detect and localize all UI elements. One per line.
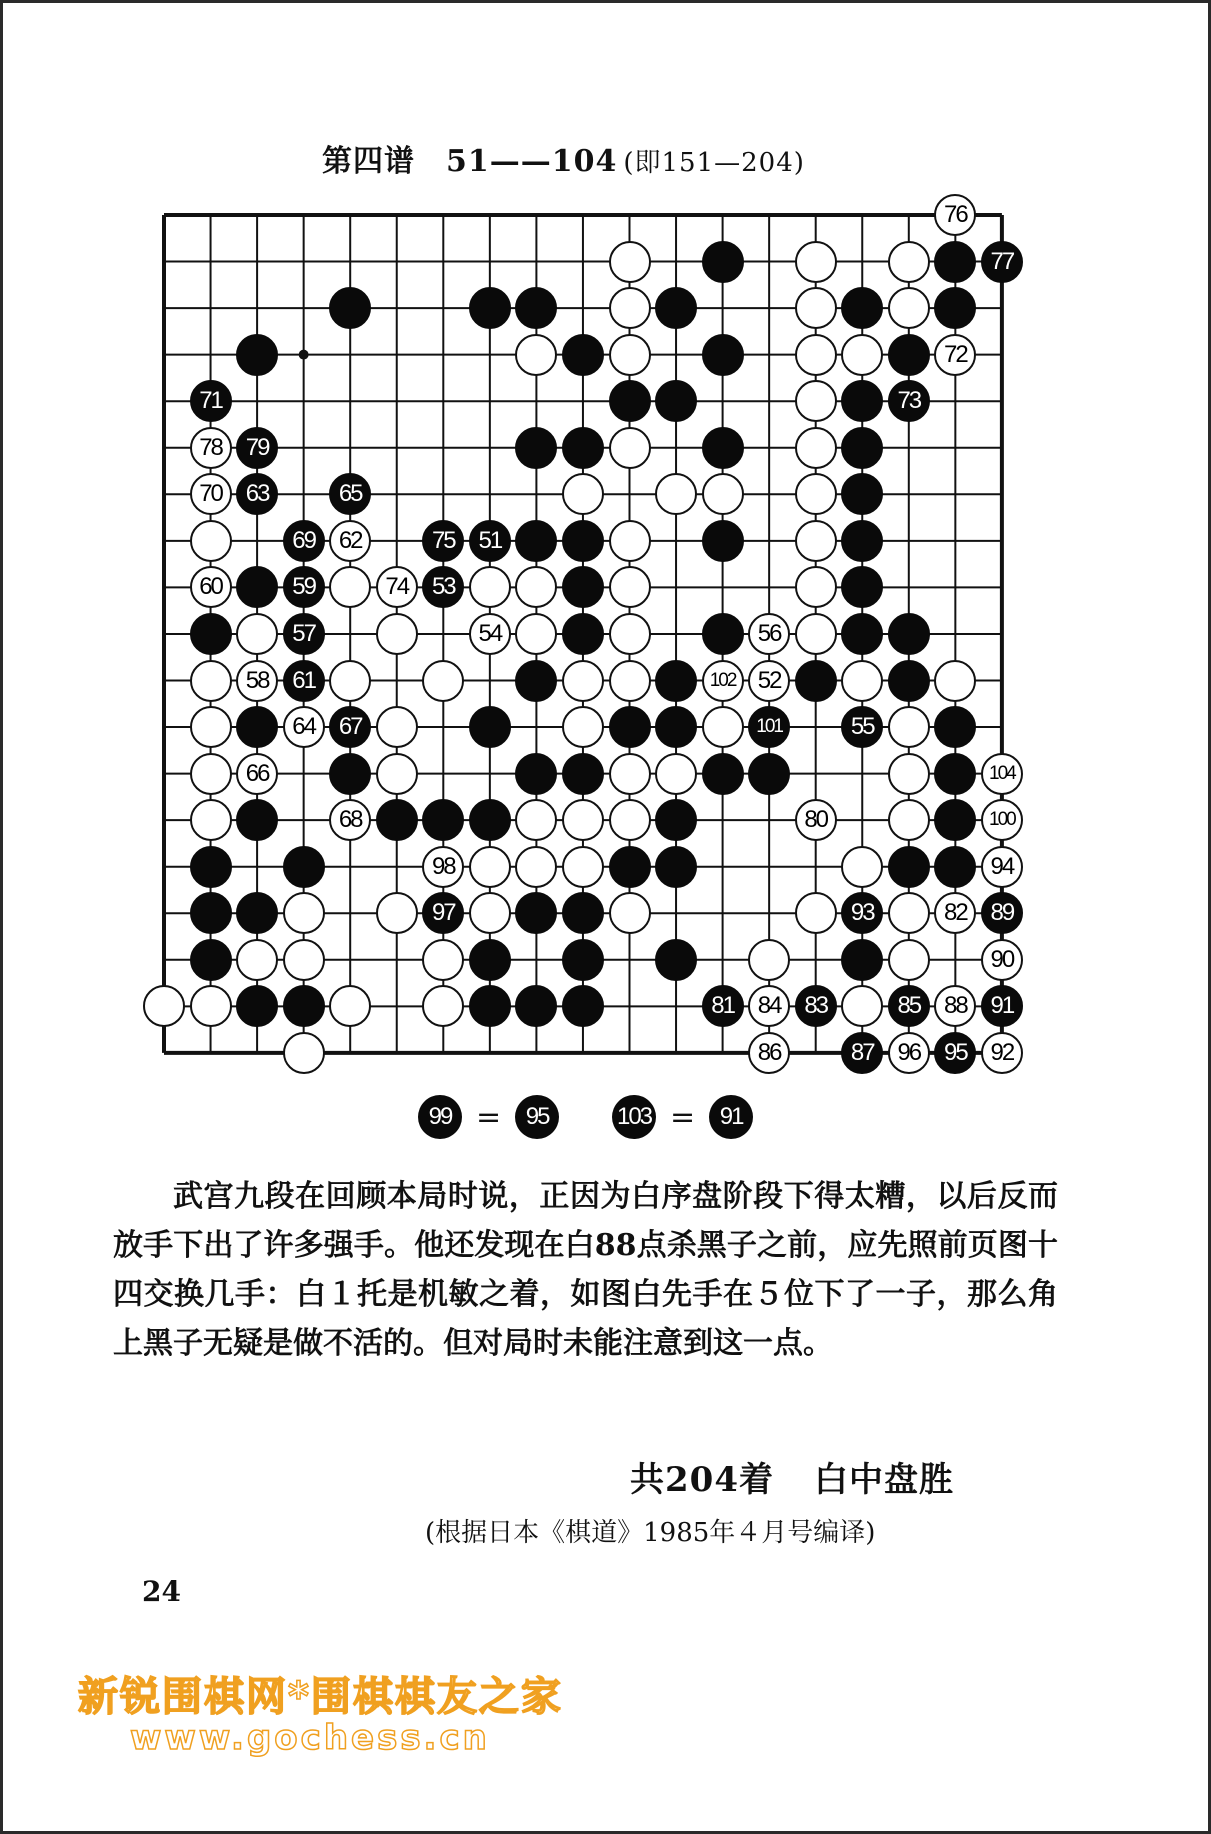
black-stone: 59 bbox=[283, 566, 325, 608]
black-stone bbox=[236, 799, 278, 841]
white-stone bbox=[795, 287, 837, 329]
white-stone bbox=[190, 753, 232, 795]
black-stone: 77 bbox=[981, 241, 1023, 283]
white-stone bbox=[795, 473, 837, 515]
white-stone bbox=[469, 846, 511, 888]
white-stone bbox=[609, 287, 651, 329]
white-stone: 60 bbox=[190, 566, 232, 608]
white-stone bbox=[376, 892, 418, 934]
black-stone bbox=[888, 846, 930, 888]
black-stone bbox=[888, 660, 930, 702]
black-stone bbox=[888, 613, 930, 655]
black-stone: 57 bbox=[283, 613, 325, 655]
black-stone bbox=[609, 846, 651, 888]
black-stone: 61 bbox=[283, 660, 325, 702]
watermark-site-name: 新锐围棋网*围棋棋友之家 bbox=[78, 1674, 563, 1720]
white-stone: 68 bbox=[329, 799, 371, 841]
black-stone bbox=[795, 660, 837, 702]
black-stone bbox=[236, 706, 278, 748]
black-stone bbox=[841, 520, 883, 562]
black-stone bbox=[190, 846, 232, 888]
white-stone bbox=[609, 241, 651, 283]
white-stone bbox=[795, 892, 837, 934]
black-stone: 69 bbox=[283, 520, 325, 562]
white-stone bbox=[376, 613, 418, 655]
white-stone: 62 bbox=[329, 520, 371, 562]
white-stone: 92 bbox=[981, 1032, 1023, 1074]
game-outcome: 白中盘胜 bbox=[813, 1460, 954, 1500]
black-stone-icon: 103 bbox=[612, 1095, 656, 1139]
black-stone bbox=[283, 846, 325, 888]
black-stone bbox=[655, 939, 697, 981]
black-stone bbox=[469, 706, 511, 748]
white-stone: 82 bbox=[934, 892, 976, 934]
black-stone bbox=[190, 939, 232, 981]
black-stone bbox=[329, 753, 371, 795]
black-stone bbox=[376, 799, 418, 841]
white-stone bbox=[515, 846, 557, 888]
black-stone bbox=[562, 753, 604, 795]
equals-sign: = bbox=[476, 1099, 502, 1135]
white-stone bbox=[562, 706, 604, 748]
white-stone: 58 bbox=[236, 660, 278, 702]
white-stone: 78 bbox=[190, 427, 232, 469]
black-stone: 51 bbox=[469, 520, 511, 562]
white-stone: 66 bbox=[236, 753, 278, 795]
black-stone: 75 bbox=[422, 520, 464, 562]
black-stone: 85 bbox=[888, 985, 930, 1027]
white-stone: 86 bbox=[748, 1032, 790, 1074]
white-stone: 56 bbox=[748, 613, 790, 655]
page-number: 24 bbox=[142, 1575, 181, 1608]
white-stone bbox=[609, 427, 651, 469]
black-stone bbox=[655, 846, 697, 888]
game-result bbox=[630, 1452, 954, 1501]
black-stone: 65 bbox=[329, 473, 371, 515]
black-stone bbox=[283, 985, 325, 1027]
white-stone bbox=[190, 799, 232, 841]
black-stone: 97 bbox=[422, 892, 464, 934]
black-stone bbox=[841, 939, 883, 981]
black-stone bbox=[515, 660, 557, 702]
white-stone bbox=[702, 706, 744, 748]
white-stone bbox=[609, 334, 651, 376]
white-stone bbox=[702, 473, 744, 515]
white-stone bbox=[190, 520, 232, 562]
white-stone bbox=[190, 660, 232, 702]
white-stone bbox=[888, 892, 930, 934]
white-stone bbox=[609, 892, 651, 934]
white-stone bbox=[934, 660, 976, 702]
white-stone bbox=[376, 753, 418, 795]
white-stone bbox=[888, 753, 930, 795]
black-stone-icon: 99 bbox=[418, 1095, 462, 1139]
white-stone bbox=[609, 799, 651, 841]
white-stone: 52 bbox=[748, 660, 790, 702]
white-stone bbox=[329, 660, 371, 702]
white-stone: 94 bbox=[981, 846, 1023, 888]
black-stone bbox=[562, 334, 604, 376]
black-stone bbox=[655, 706, 697, 748]
black-stone bbox=[655, 287, 697, 329]
white-stone bbox=[795, 241, 837, 283]
black-stone bbox=[236, 334, 278, 376]
white-stone bbox=[888, 799, 930, 841]
black-stone bbox=[655, 660, 697, 702]
source-note: (根据日本《棋道》1985年４月号编译) bbox=[425, 1518, 876, 1548]
total-moves: 共204着 bbox=[630, 1460, 774, 1500]
white-stone: 104 bbox=[981, 753, 1023, 795]
white-stone bbox=[562, 846, 604, 888]
black-stone bbox=[841, 427, 883, 469]
white-stone bbox=[795, 380, 837, 422]
black-stone bbox=[515, 753, 557, 795]
black-stone bbox=[515, 427, 557, 469]
white-stone bbox=[562, 473, 604, 515]
white-stone: 80 bbox=[795, 799, 837, 841]
black-stone bbox=[562, 520, 604, 562]
black-stone: 101 bbox=[748, 706, 790, 748]
white-stone bbox=[655, 753, 697, 795]
white-stone bbox=[515, 334, 557, 376]
black-stone bbox=[702, 753, 744, 795]
white-stone bbox=[888, 939, 930, 981]
black-stone: 73 bbox=[888, 380, 930, 422]
black-stone bbox=[515, 520, 557, 562]
black-stone bbox=[702, 520, 744, 562]
white-stone bbox=[562, 799, 604, 841]
black-stone bbox=[934, 753, 976, 795]
white-stone: 74 bbox=[376, 566, 418, 608]
black-stone: 81 bbox=[702, 985, 744, 1027]
black-stone: 95 bbox=[934, 1032, 976, 1074]
black-stone bbox=[562, 427, 604, 469]
white-stone: 72 bbox=[934, 334, 976, 376]
white-stone: 64 bbox=[283, 706, 325, 748]
black-stone bbox=[655, 380, 697, 422]
black-stone: 67 bbox=[329, 706, 371, 748]
diagram-caption bbox=[0, 1095, 1211, 1145]
white-stone bbox=[469, 892, 511, 934]
black-stone: 63 bbox=[236, 473, 278, 515]
black-stone: 91 bbox=[981, 985, 1023, 1027]
caption-equivalence-2 bbox=[612, 1095, 753, 1139]
black-stone-icon: 95 bbox=[515, 1095, 559, 1139]
black-stone bbox=[934, 241, 976, 283]
black-stone: 89 bbox=[981, 892, 1023, 934]
black-stone bbox=[702, 613, 744, 655]
black-stone bbox=[562, 892, 604, 934]
white-stone: 84 bbox=[748, 985, 790, 1027]
white-stone bbox=[795, 427, 837, 469]
white-stone: 100 bbox=[981, 799, 1023, 841]
white-stone bbox=[795, 566, 837, 608]
black-stone bbox=[702, 334, 744, 376]
white-stone bbox=[841, 846, 883, 888]
white-stone: 88 bbox=[934, 985, 976, 1027]
black-stone: 93 bbox=[841, 892, 883, 934]
black-stone-icon: 91 bbox=[709, 1095, 753, 1139]
white-stone bbox=[795, 520, 837, 562]
black-stone bbox=[841, 613, 883, 655]
black-stone bbox=[655, 799, 697, 841]
black-stone: 87 bbox=[841, 1032, 883, 1074]
white-stone bbox=[283, 1032, 325, 1074]
white-stone: 102 bbox=[702, 660, 744, 702]
black-stone bbox=[748, 753, 790, 795]
black-stone bbox=[562, 939, 604, 981]
white-stone bbox=[795, 334, 837, 376]
white-stone: 98 bbox=[422, 846, 464, 888]
black-stone bbox=[934, 846, 976, 888]
white-stone: 76 bbox=[934, 194, 976, 236]
white-stone bbox=[283, 892, 325, 934]
caption-equivalence-1 bbox=[418, 1095, 559, 1139]
star-point bbox=[299, 350, 309, 360]
white-stone bbox=[888, 706, 930, 748]
white-stone bbox=[236, 613, 278, 655]
diagram-title-sub: (即151—204) bbox=[623, 148, 805, 178]
black-stone: 55 bbox=[841, 706, 883, 748]
black-stone bbox=[888, 334, 930, 376]
white-stone: 54 bbox=[469, 613, 511, 655]
white-stone bbox=[609, 520, 651, 562]
black-stone bbox=[469, 939, 511, 981]
commentary-text bbox=[113, 1172, 1058, 1368]
black-stone: 53 bbox=[422, 566, 464, 608]
black-stone bbox=[562, 985, 604, 1027]
white-stone bbox=[422, 939, 464, 981]
white-stone bbox=[236, 939, 278, 981]
black-stone bbox=[609, 706, 651, 748]
black-stone bbox=[702, 427, 744, 469]
white-stone bbox=[422, 660, 464, 702]
white-stone bbox=[283, 939, 325, 981]
black-stone bbox=[609, 380, 651, 422]
black-stone bbox=[469, 287, 511, 329]
white-stone bbox=[376, 706, 418, 748]
equals-sign: = bbox=[670, 1099, 696, 1135]
white-stone bbox=[888, 241, 930, 283]
white-stone bbox=[190, 706, 232, 748]
white-stone bbox=[562, 660, 604, 702]
black-stone bbox=[329, 287, 371, 329]
white-stone bbox=[841, 334, 883, 376]
black-stone bbox=[469, 985, 511, 1027]
watermark-url: www.gochess.cn bbox=[130, 1718, 490, 1758]
white-stone: 96 bbox=[888, 1032, 930, 1074]
white-stone bbox=[190, 985, 232, 1027]
black-stone: 79 bbox=[236, 427, 278, 469]
white-stone bbox=[609, 753, 651, 795]
white-stone bbox=[609, 613, 651, 655]
black-stone: 83 bbox=[795, 985, 837, 1027]
black-stone: 71 bbox=[190, 380, 232, 422]
white-stone bbox=[748, 939, 790, 981]
black-stone bbox=[190, 892, 232, 934]
white-stone bbox=[609, 566, 651, 608]
white-stone bbox=[888, 287, 930, 329]
white-stone: 70 bbox=[190, 473, 232, 515]
white-stone bbox=[841, 660, 883, 702]
white-stone bbox=[469, 566, 511, 608]
black-stone bbox=[190, 613, 232, 655]
black-stone bbox=[562, 613, 604, 655]
white-stone bbox=[795, 613, 837, 655]
black-stone bbox=[469, 799, 511, 841]
white-stone bbox=[609, 660, 651, 702]
commentary-paragraph: 武宫九段在回顾本局时说，正因为白序盘阶段下得太糟，以后反而放手下出了许多强手。他还发现在白88点杀黑子之前，应先照前页图十四交换几手：白１托是机敏之着，如图白先手在５位下了一子，那么角上黑子无疑是做不活的。但对局时未能注意到这一点。 bbox=[113, 1179, 1058, 1361]
white-stone: 90 bbox=[981, 939, 1023, 981]
black-stone bbox=[702, 241, 744, 283]
diagram-title-main: 第四谱 51——104 bbox=[322, 144, 618, 179]
